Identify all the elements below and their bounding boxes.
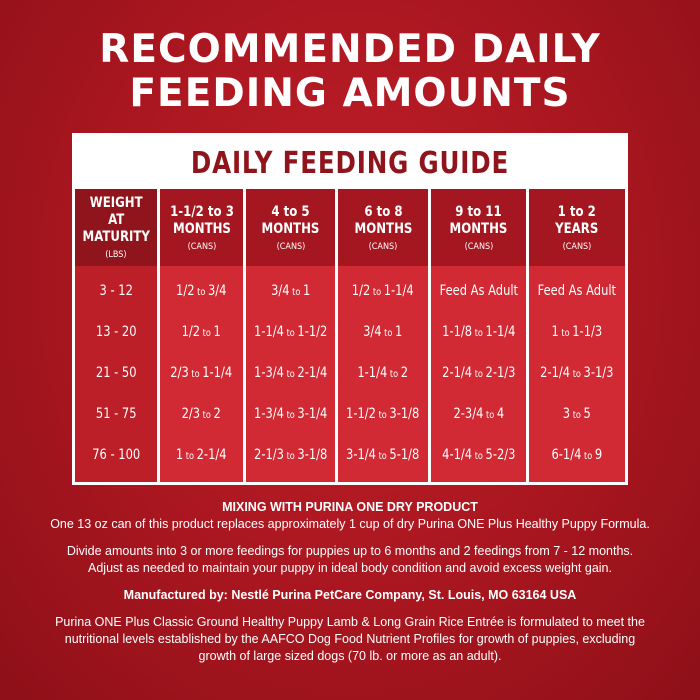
amount-cell: 3/4 to 1 [270,282,311,299]
column-header-unit: (CANS) [368,241,398,252]
column-body [431,266,527,482]
column-body [529,266,625,482]
divide-text-2: Adjust as needed to maintain your puppy in ideal body condition and avoid excess weight gain. [88,561,612,575]
column-header [246,189,335,266]
formulation-text-3: growth of large sized dogs (70 lb. or more as an adult). [198,649,502,663]
column-body [160,266,242,482]
page-title-line-2: FEEDING AMOUNTS [129,71,571,116]
column-header-unit: (CANS) [187,241,217,252]
amount-cell: 2/3 to 1-1/4 [170,364,233,381]
weight-cell: 3 - 12 [99,282,133,299]
column-header-unit: (CANS) [464,241,493,252]
column-header-label: 4 to 5 MONTHS [261,203,320,237]
amount-cell: 1-3/4 to 2-1/4 [253,364,328,381]
amount-cell: 1/2 to 1-1/4 [352,282,414,299]
column-header-unit: (CANS) [562,241,592,252]
amount-cell: 1/2 to 3/4 [176,282,227,299]
table-column [338,189,427,482]
column-body [75,266,157,482]
amount-cell: Feed As Adult [439,282,518,299]
column-header-label: 6 to 8 MONTHS [354,203,412,237]
column-header-label: 1 to 2 YEARS [555,203,599,237]
column-header-unit: (CANS) [276,241,305,252]
amount-cell: 4-1/4 to 5-2/3 [441,447,516,464]
formulation-text-2: nutritional levels established by the AAFCO Dog Food Nutrient Profiles for growth of puppies, excluding [64,632,636,646]
amount-cell: 2-1/4 to 3-1/3 [540,364,614,381]
amount-cell: 2/3 to 2 [182,406,222,423]
amount-cell: 2-3/4 to 4 [453,406,504,423]
table-column [529,189,625,482]
amount-cell: 3 to 5 [563,406,592,423]
column-header-label: 9 to 11 MONTHS [449,203,508,237]
column-body [338,266,427,482]
amount-cell: 1 to 1-1/3 [551,323,603,340]
column-header [160,189,242,266]
column-header [75,189,157,266]
manufacturer-text: Manufactured by: Nestlé Purina PetCare Company, St. Louis, MO 63164 USA [123,588,577,602]
amount-cell: 1-3/4 to 3-1/4 [253,406,328,423]
table-column [246,189,335,482]
mixing-text: One 13 oz can of this product replaces approximately 1 cup of dry Purina ONE Plus Healthy Puppy Formula. [50,517,650,531]
amount-cell: 1-1/8 to 1-1/4 [441,323,516,340]
amount-cell: 1-1/2 to 3-1/8 [346,406,420,423]
weight-cell: 21 - 50 [95,364,137,381]
page-title [0,28,700,116]
weight-cell: 76 - 100 [92,447,141,464]
table-title: DAILY FEEDING GUIDE [190,146,510,181]
column-header-label: 1-1/2 to 3 MONTHS [169,203,234,237]
column-header-unit: (LBS) [105,250,127,260]
column-header [338,189,427,266]
footer-notes [20,499,680,665]
feeding-guide-table [72,133,628,485]
table-column [431,189,527,482]
table-grid [75,189,625,482]
formulation-text-1: Purina ONE Plus Classic Ground Healthy Puppy Lamb & Long Grain Rice Entrée is formulated to meet the [55,615,645,629]
weight-cell: 51 - 75 [95,406,137,423]
divide-text-1: Divide amounts into 3 or more feedings for puppies up to 6 months and 2 feedings from 7 - 12 months. [66,544,634,558]
mixing-heading: MIXING WITH PURINA ONE DRY PRODUCT [222,500,478,514]
column-header [431,189,527,266]
amount-cell: 3/4 to 1 [363,323,403,340]
amount-cell: 1 to 2-1/4 [176,447,227,464]
column-header [529,189,625,266]
page-title-line-1: RECOMMENDED DAILY [99,27,601,72]
table-column [75,189,157,482]
amount-cell: 1-1/4 to 1-1/2 [253,323,328,340]
weight-cell: 13 - 20 [95,323,137,340]
amount-cell: 2-1/3 to 3-1/8 [253,447,328,464]
amount-cell: Feed As Adult [537,282,617,299]
column-body [246,266,335,482]
amount-cell: 2-1/4 to 2-1/3 [441,364,516,381]
table-column [160,189,242,482]
amount-cell: 1/2 to 1 [182,323,222,340]
amount-cell: 6-1/4 to 9 [551,447,603,464]
amount-cell: 3-1/4 to 5-1/8 [346,447,420,464]
column-header-label: WEIGHT AT MATURITY [82,195,150,245]
amount-cell: 1-1/4 to 2 [357,364,409,381]
